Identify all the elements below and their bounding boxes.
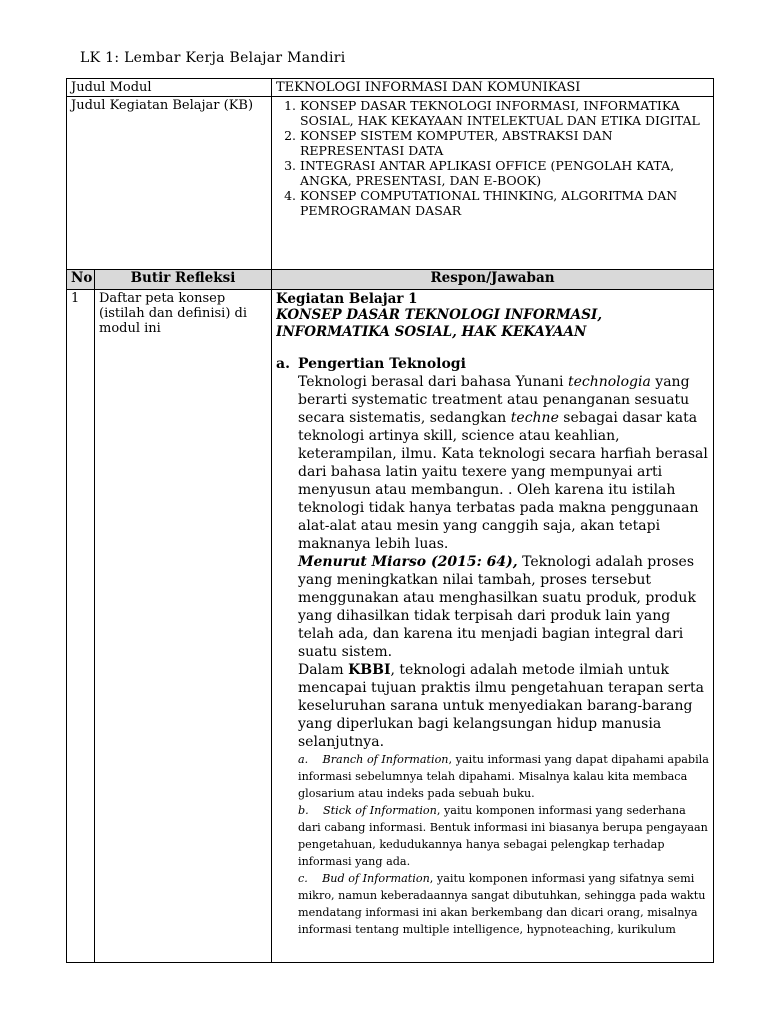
kb-item-1: 1. KONSEP DASAR TEKNOLOGI INFORMASI, INFORMATIKA SOSIAL, HAK KEKAYAAN INTELEKTUAL DAN ETIKA DIGITAL [300,98,709,128]
sub-text: , yaitu komponen informasi yang sifatnya semi mikro, namun keberadaannya sangat dibutuhkan, sehingga pada waktu mendatang informasi ini akan berkembang dan dicari orang, misalnya informasi tentang multiple intelligence, hypnoteaching, kurikulum [298,872,706,936]
judul-kb-list-cell [272,97,714,270]
kb-name: KONSEP DASAR TEKNOLOGI INFORMASI, INFORMATIKA SOSIAL, HAK KEKAYAAN [276,307,603,340]
para3-text-b: , teknologi adalah metode ilmiah untuk mencapai tujuan praktis ilmu pengetahuan terapan serta keseluruhan sarana untuk menyediakan barang-barang yang diperlukan bagi kelangsungan hidup manusia selanjutnya. [298,662,704,750]
kb-list [276,98,709,218]
sub-text: , yaitu komponen informasi yang sederhana dari cabang informasi. Bentuk informasi ini biasanya berupa pengayaan pengetahuan, kedudukannya hanya sebagai pelengkap terhadap informasi yang ada. [298,804,708,868]
kb-heading: Kegiatan Belajar 1 [276,291,418,307]
para1-term-technologia: technologia [567,374,651,390]
judul-kb-row [67,97,714,270]
sub-marker: c. [298,872,308,885]
sub-marker: a. [298,753,309,766]
sub-text: , yaitu informasi yang dapat dipahami apabila informasi sebelumnya telah dipahami. Misalnya kalau kita membaca glosarium atau indeks pada sebuah buku. [298,753,709,800]
butir-refleksi-text: Daftar peta konsep (istilah dan definisi) di modul ini [95,290,272,963]
para1-text-a: Teknologi berasal dari bahasa Yunani [298,374,568,390]
paragraph-miarso [276,553,709,661]
section-marker: a. [276,356,290,372]
sub-label: Branch of Information [322,753,449,766]
section-heading [276,355,709,373]
table-header-row [67,270,714,290]
response-cell [272,290,714,963]
sub-marker: b. [298,804,309,817]
sub-item-branch [276,751,709,802]
judul-modul-row [67,79,714,97]
table-row [67,290,714,963]
response-content [276,291,709,961]
judul-modul-value: TEKNOLOGI INFORMASI DAN KOMUNIKASI [272,79,714,97]
sub-label: Bud of Information [322,872,430,885]
row-number: 1 [67,290,95,963]
para1-term-techne: techne [510,410,559,426]
kb-item-3: 3. INTEGRASI ANTAR APLIKASI OFFICE (PENGOLAH KATA, ANGKA, PRESENTASI, DAN E-BOOK) [300,158,709,188]
para3-text-a: Dalam [298,662,349,678]
para1-text-b: yang berarti systematic treatment atau penanganan sesuatu secara sistematis, sedangkan [298,374,690,426]
kb-item-4: 4. KONSEP COMPUTATIONAL THINKING, ALGORITMA DAN PEMROGRAMAN DASAR [300,188,709,218]
header-no: No [67,270,95,290]
para2-citation: Menurut Miarso (2015: 64), [298,554,518,570]
judul-kb-label: Judul Kegiatan Belajar (KB) [67,97,272,270]
header-butir: Butir Refleksi [95,270,272,290]
sub-label: Stick of Information [322,804,437,817]
judul-modul-label: Judul Modul [67,79,272,97]
paragraph-definition [276,373,709,553]
para1-text-c: sebagai dasar kata teknologi artinya skill, science atau keahlian, keterampilan, ilmu. Kata teknologi secara harfiah berasal dari bahasa latin yaitu texere yang mempunyai arti menyusun atau membangun. . Oleh karena itu istilah teknologi tidak hanya terbatas pada makna penggunaan alat-alat atau mesin yang canggih saja, akan tetapi maknanya lebih luas. [298,410,708,552]
sub-item-stick [276,802,709,870]
paragraph-kbbi [276,661,709,751]
section-title: Pengertian Teknologi [298,356,466,372]
document-title: LK 1: Lembar Kerja Belajar Mandiri [80,50,346,66]
sub-item-bud [276,870,709,938]
worksheet-table [66,78,714,963]
para3-kbbi: KBBI [348,662,391,678]
header-respon: Respon/Jawaban [272,270,714,290]
kb-item-2: 2. KONSEP SISTEM KOMPUTER, ABSTRAKSI DAN REPRESENTASI DATA [300,128,709,158]
para2-text: Teknologi adalah proses yang meningkatkan nilai tambah, proses tersebut menggunakan atau menghasilkan suatu produk, produk yang dihasilkan tidak terpisah dari produk lain yang telah ada, dan karena itu menjadi bagian integral dari suatu sistem. [298,554,696,660]
